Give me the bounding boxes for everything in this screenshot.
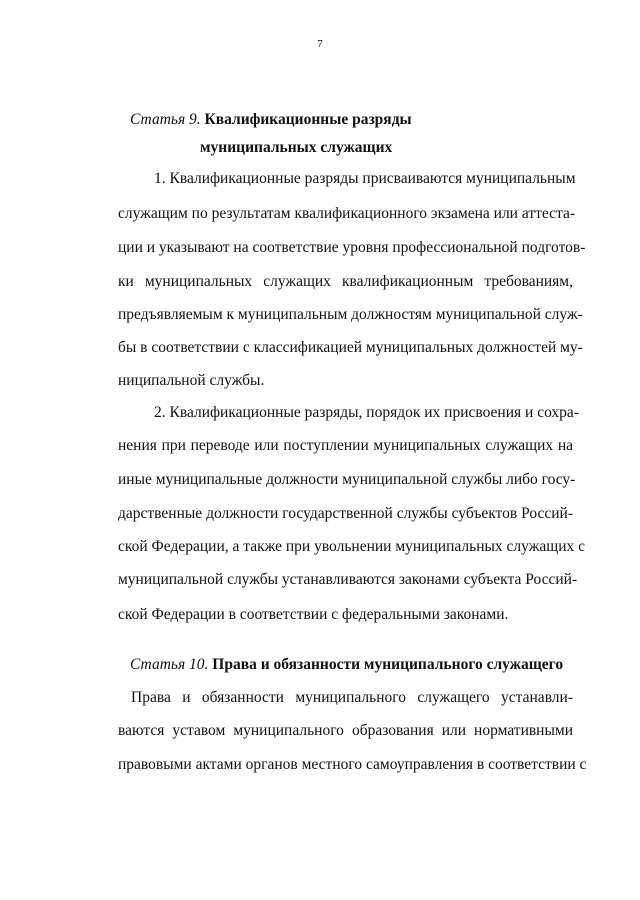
paragraph-line: ской Федерации, а также при увольнении муниципальных служащих с — [118, 538, 586, 555]
paragraph-line: ниципальной службы. — [118, 372, 265, 389]
paragraph-line: правовыми актами органов местного самоуправления в соответствии с — [118, 756, 587, 773]
paragraph-line: 1. Квалификационные разряды присваиваются муниципальным — [154, 170, 576, 187]
paragraph-line: нения при переводе или поступлении муниципальных служащих на — [118, 437, 573, 454]
paragraph-line: дарственные должности государственной службы субъектов Россий- — [118, 505, 573, 522]
paragraph-line: Права и обязанности муниципального служащего устанавли- — [131, 689, 573, 706]
article-10-label: Статья 10. — [130, 656, 209, 673]
paragraph-line: муниципальной службы устанавливаются законами субъекта Россий- — [118, 571, 578, 588]
article-10-title: Права и обязанности муниципального служащего — [212, 656, 564, 673]
paragraph-line: ской Федерации в соответствии с федеральными законами. — [118, 606, 509, 623]
paragraph-line: 2. Квалификационные разряды, порядок их присвоения и сохра- — [154, 404, 579, 421]
paragraph-line: ваются уставом муниципального образования или нормативными — [118, 722, 573, 739]
paragraph-line: ки муниципальных служащих квалификационным требованиям, — [118, 273, 573, 290]
article-9-label: Статья 9. — [130, 111, 201, 128]
paragraph-line: иные муниципальные должности муниципальной службы либо госу- — [118, 471, 576, 488]
paragraph-line: бы в соответствии с классификацией муниципальных должностей му- — [118, 339, 583, 356]
paragraph-line: служащим по результатам квалификационного экзамена или аттеста- — [118, 205, 576, 222]
page-number: 7 — [317, 38, 323, 50]
paragraph-line: предъявляемым к муниципальным должностям муниципальной служ- — [118, 306, 583, 323]
article-10-heading — [130, 656, 563, 674]
article-9-title-line-1: Квалификационные разряды — [204, 111, 412, 128]
article-9-title-line-2: муниципальных служащих — [200, 139, 393, 156]
article-9-heading — [130, 111, 412, 129]
paragraph-line: ции и указывают на соответствие уровня профессиональной подготов- — [118, 239, 586, 256]
